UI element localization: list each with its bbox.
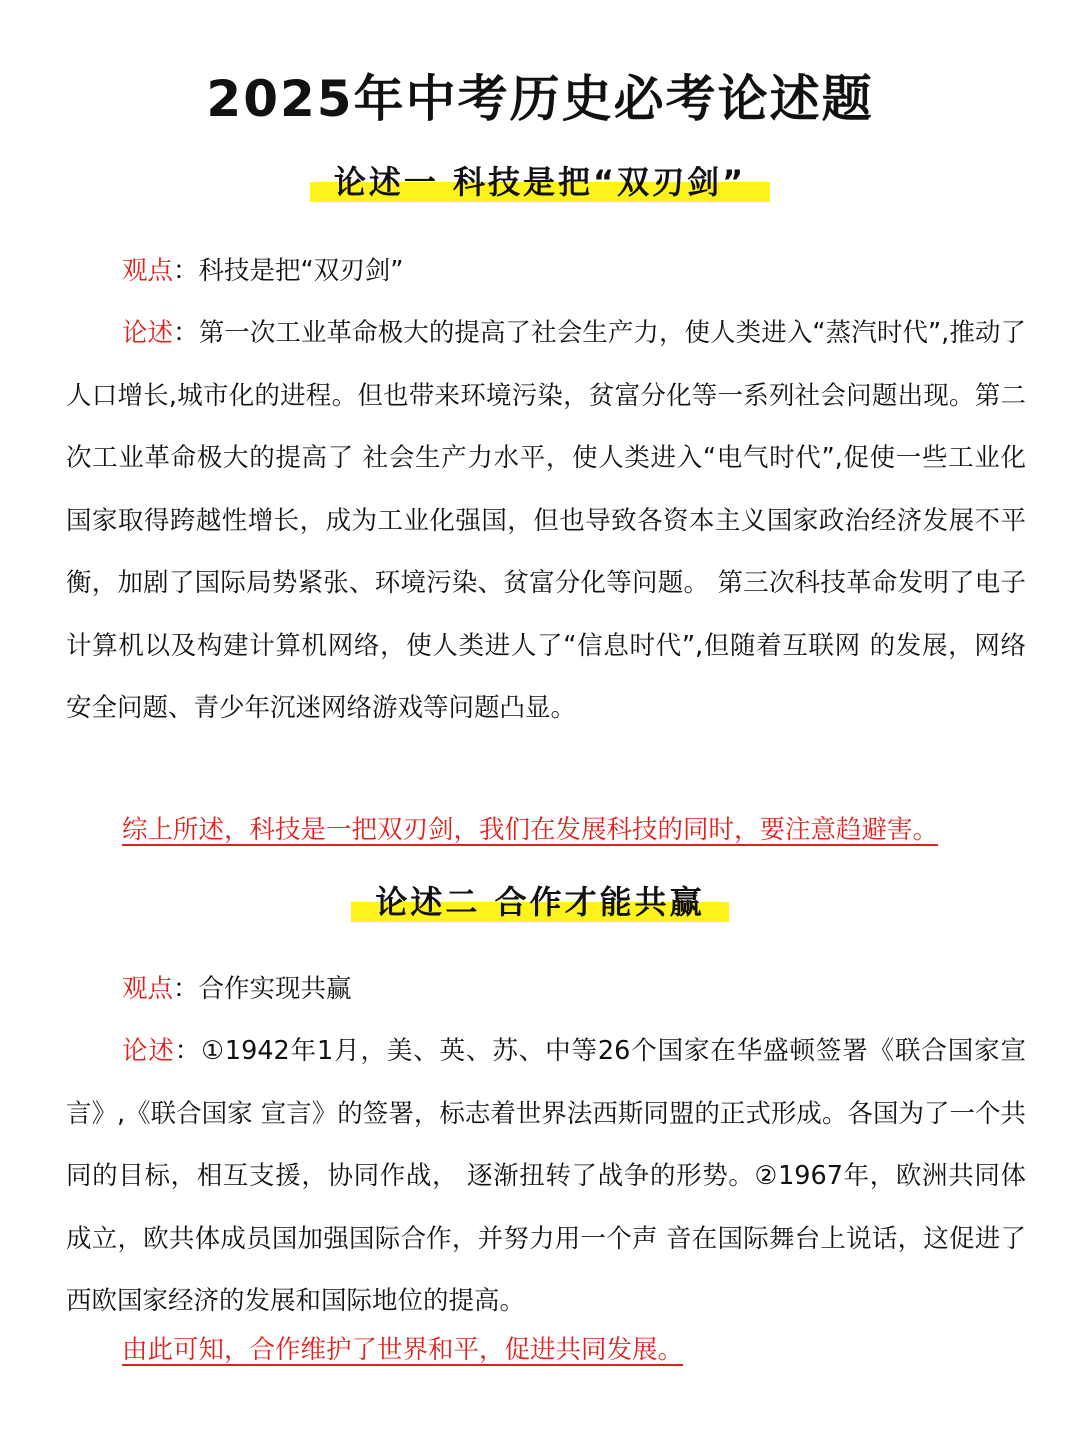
section-2-heading: 论述二 合作才能共赢 [351, 882, 728, 922]
argument-text: ：①1942年1月，美、英、苏、中等26个国家在华盛顿签署《联合国家宣言》,《联合国家 宣言》的签署，标志着世界法西斯同盟的正式形成。各国为了一个共同的目标，相互支援，协同作战， 逐渐扭转了战争的形势。②1967年，欧洲共同体成立，欧共体成员国加强国际合作，并努力用一个声 音在国际舞台上说话，这促进了西欧国家经济的发展和国际地位的提高。 [66, 1036, 1026, 1316]
section-2-viewpoint [66, 958, 1026, 1021]
section-2-conclusion: 由此可知，合作维护了世界和平，促进共同发展。 [122, 1335, 684, 1365]
section-1-viewpoint [66, 240, 1026, 303]
argument-label: 论述 [122, 1036, 175, 1066]
section-1-heading: 论述一 科技是把“双刃剑” [310, 162, 770, 202]
argument-label: 论述 [122, 318, 174, 348]
section-1-argument [66, 302, 1026, 740]
viewpoint-text: ：合作实现共赢 [173, 974, 352, 1004]
section-2-heading-wrap [0, 882, 1080, 922]
section-1-heading-wrap [0, 162, 1080, 202]
page-title: 2025年中考历史必考论述题 [206, 70, 874, 128]
viewpoint-label: 观点 [122, 974, 174, 1004]
section-1-conclusion: 综上所述，科技是一把双刃剑，我们在发展科技的同时，要注意趋避害。 [122, 815, 939, 845]
section-2-argument [66, 1020, 1026, 1333]
viewpoint-label: 观点 [122, 256, 174, 286]
viewpoint-text: ：科技是把“双刃剑” [173, 256, 404, 286]
argument-text: ：第一次工业革命极大的提高了社会生产力，使人类进入“蒸汽时代”,推动了人口增长,城市化的进程。但也带来环境污染，贫富分化等一系列社会问题出现。第二次工业革命极大的提高了 社会生产力水平，使人类进入“电气时代”,促使一些工业化国家取得跨越性增长，成为工业化强国，但也导致各资本主义国家政治经济发展不平衡，加剧了国际局势紧张、环境污染、贫富分化等问题。 第三次科技革命发明了电子计算机以及构建计算机网络，使人类进人了“信息时代”,但随着互联网 的发展，网络安全问题、青少年沉迷网络游戏等问题凸显。 [66, 318, 1026, 723]
